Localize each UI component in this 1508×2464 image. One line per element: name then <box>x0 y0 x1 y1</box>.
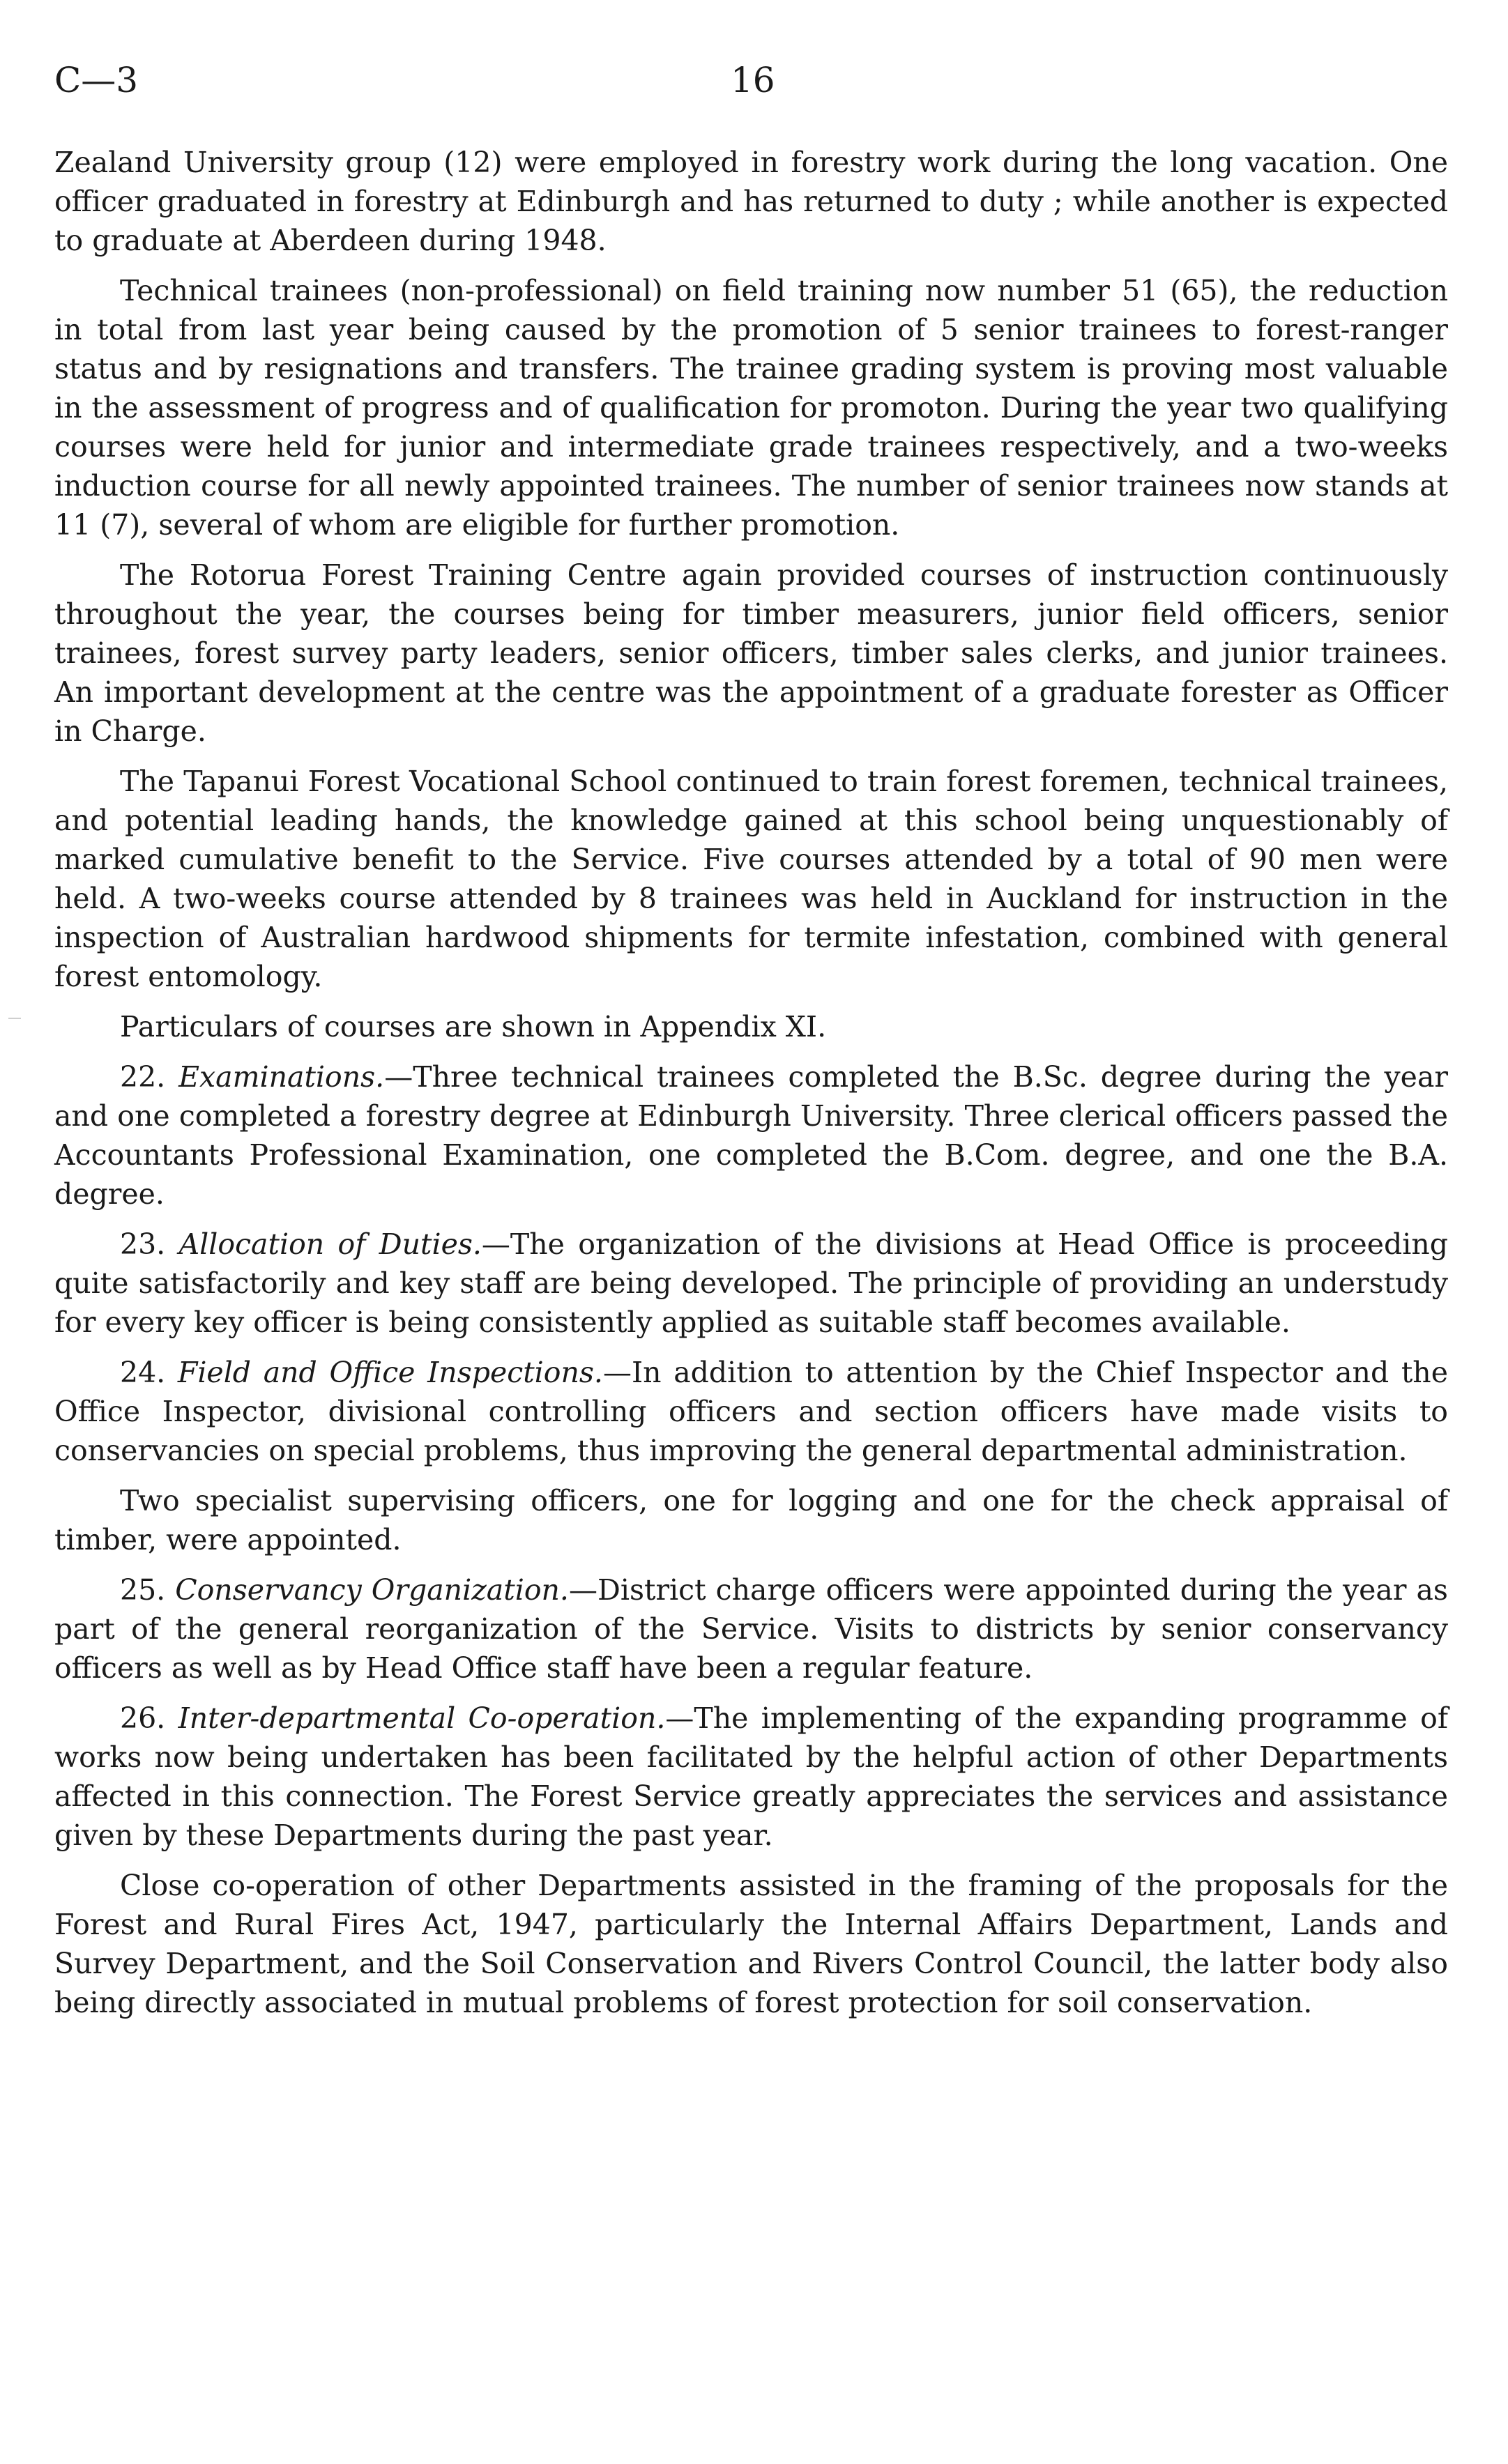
page-number: 16 <box>731 60 775 100</box>
section-number: 23. <box>120 1227 166 1261</box>
section-23-allocation-of-duties <box>54 1225 1448 1342</box>
section-heading: Inter-departmental Co-operation. <box>178 1701 666 1735</box>
paragraph-text: —The implementing of the expanding programme of works now being undertaken has been facilitated by the helpful action of other Departments affected in this connection. The Forest Service greatly appreciates the services and assistance given by these Departments during the past year. <box>54 1701 1448 1852</box>
section-24-field-and-office-inspections <box>54 1353 1448 1470</box>
paragraph-text: —Three technical trainees completed the B.Sc. degree during the year and one completed a forestry degree at Edinburgh University. Three clerical officers passed the Accountants Professional Examination, one completed the B.Com. degree, and one the B.A. degree. <box>54 1060 1448 1211</box>
page-reference: C—3 <box>54 60 139 100</box>
paragraph-text: Technical trainees (non-professional) on field training now number 51 (65), the reduction in total from last year being caused by the promotion of 5 senior trainees to forest-ranger status and by resignations and transfers. The trainee grading system is proving most valuable in the assessment of progress and of qualification for promoton. During the year two qualifying courses were held for junior and intermediate grade trainees respectively, and a two-weeks induction course for all newly appointed trainees. The number of senior trainees now stands at 11 (7), several of whom are eligible for further promotion. <box>54 274 1448 542</box>
margin-mark <box>8 1018 21 1019</box>
paragraph-text: —In addition to attention by the Chief Inspector and the Office Inspector, divisional controlling officers and section officers have made visits to conservancies on special problems, thus improving the general departmental administration. <box>54 1356 1448 1467</box>
paragraph <box>54 271 1448 544</box>
paragraph <box>54 556 1448 751</box>
paragraph <box>54 143 1448 260</box>
paragraph <box>54 1866 1448 2022</box>
paragraph-text: Zealand University group (12) were employed in forestry work during the long vacation. One officer graduated in forestry at Edinburgh and has returned to duty ; while another is expected to graduate at Aberdeen during 1948. <box>54 146 1448 257</box>
paragraph-text: Close co-operation of other Departments assisted in the framing of the proposals for the Forest and Rural Fires Act, 1947, particularly the Internal Affairs Department, Lands and Survey Department, and the Soil Conservation and Rivers Control Council, the latter body also being directly associated in mutual problems of forest protection for soil conservation. <box>54 1869 1448 2019</box>
paragraph-text: Two specialist supervising officers, one for logging and one for the check appraisal of timber, were appointed. <box>54 1484 1448 1556</box>
paragraph-text: —District charge officers were appointed during the year as part of the general reorganization of the Service. Visits to districts by senior conservancy officers as well as by Head Office staff have been a regular feature. <box>54 1573 1448 1685</box>
section-heading: Examinations. <box>178 1060 385 1094</box>
paragraph <box>54 1481 1448 1559</box>
section-25-conservancy-organization <box>54 1570 1448 1688</box>
body-text <box>54 143 1448 2022</box>
section-22-examinations <box>54 1057 1448 1214</box>
section-heading: Field and Office Inspections. <box>177 1356 603 1389</box>
section-heading: Conservancy Organization. <box>175 1573 569 1607</box>
section-number: 26. <box>120 1701 166 1735</box>
section-26-inter-departmental-co-operation <box>54 1699 1448 1855</box>
paragraph-text: —The organization of the divisions at Head Office is proceeding quite satisfactorily and key staff are being developed. The principle of providing an understudy for every key officer is being consistently applied as suitable staff becomes available. <box>54 1227 1448 1339</box>
paragraph-text: The Tapanui Forest Vocational School continued to train forest foremen, technical trainees, and potential leading hands, the knowledge gained at this school being unquestionably of marked cumulative benefit to the Service. Five courses attended by a total of 90 men were held. A two-weeks course attended by 8 trainees was held in Auckland for instruction in the inspection of Australian hardwood shipments for termite infestation, combined with general forest entomology. <box>54 765 1448 993</box>
paragraph <box>54 762 1448 996</box>
section-heading: Allocation of Duties. <box>178 1227 482 1261</box>
paragraph-text: The Rotorua Forest Training Centre again provided courses of instruction continuously throughout the year, the courses being for timber measurers, junior field officers, senior trainees, forest survey party leaders, senior officers, timber sales clerks, and junior trainees. An important development at the centre was the appointment of a graduate forester as Officer in Charge. <box>54 558 1448 748</box>
paragraph-text: Particulars of courses are shown in Appendix XI. <box>120 1010 827 1043</box>
section-number: 25. <box>120 1573 166 1607</box>
section-number: 22. <box>120 1060 166 1094</box>
paragraph <box>54 1007 1448 1046</box>
page-header <box>54 56 1449 105</box>
section-number: 24. <box>120 1356 166 1389</box>
